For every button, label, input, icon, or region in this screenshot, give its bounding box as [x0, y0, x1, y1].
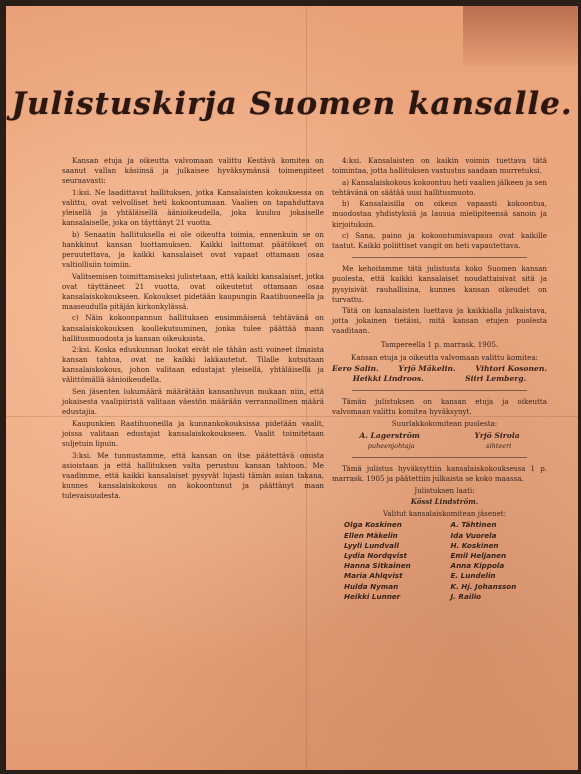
paragraph: b) Senaatin hallituksella ei ole oikeutta toimia, ennenkuin se on hankkinut kansan luottamuksen. Kaikki laittomat päätökset on peruutettava, ja kaikki kansalaiset ovat vapaat ottamaan osaa valtiollisiin toimiin. — [62, 229, 324, 269]
paragraph: Kansan etuja ja oikeutta valvomaan valittu Kestävä komitea on saanut vallan käsiinsä ja julkaisee hyväksymänsä toimenpiteet seuraavasti: — [62, 156, 324, 186]
paragraph: 1:ksi. Ne laadittavat hallituksen, jotka Kansalaisten kokouksessa on valittu, ovat velvolliset heti kokoontumaan. Vaalien on tapahduttava yleisellä ja yhtäläisellä äänioikeudella, joka kuuluu jokaiselle kansalaiselle, joka on täyttänyt 21 vuotta. — [62, 187, 324, 228]
member-name: Lydia Nordqvist — [344, 550, 407, 560]
committee-name: Heikki Lindroos. — [352, 374, 424, 384]
member-name: Maria Ahlqvist — [344, 571, 403, 581]
member-name: Heikki Lunner — [344, 591, 401, 601]
member-name: Olga Koskinen — [344, 520, 402, 530]
left-column — [62, 156, 324, 503]
committee-name: Eero Salin. — [332, 364, 379, 374]
committee-names-row — [332, 364, 547, 374]
signature: A. Lagerström — [359, 430, 420, 440]
paragraph: Tämä julistus hyväksyttiin kansalaiskokouksessa 1 p. marrask. 1905 ja päätettiin julkaista se koko maassa. — [332, 463, 547, 483]
committee-names-row — [332, 374, 547, 384]
signatures-row — [332, 431, 547, 441]
members-list — [332, 520, 547, 602]
elected-label: Valitut kansalaiskomitean jäsenet: — [382, 508, 507, 518]
signature-roles-row — [332, 441, 547, 451]
proclamation-title: Julistuskirja Suomen kansalle. — [11, 86, 573, 122]
corner-stain — [463, 6, 578, 66]
paragraph: Tämän julistuksen on kansan etuja ja oikeutta valvomaan valittu komitea hyväksynyt. — [332, 397, 547, 417]
member-name: Hulda Nyman — [344, 581, 399, 591]
secretary-label: Julistuksen laati: — [414, 485, 475, 495]
date-line: Tampereella 1 p. marrask. 1905. — [380, 339, 499, 349]
member-name: Lyyli Lundvall — [344, 540, 399, 550]
paragraph: 2:ksi. Koska eduskunnan luokat eivät ole tähän asti voineet ilmaista kansan tahtoa, ovat ne kaikki lakkautetut. Tilalle kutsutaan kansalaiskokous, johon valitaan edustajat yleisellä, yhtäläisellä ja välittömällä äänioikeudella. — [62, 345, 324, 385]
paragraph: Tätä on kansalaisten luettava ja kaikkialla julkaistava, jotta jokainen tietäisi, mitä kansan etujen puolesta vaaditaan. — [332, 306, 547, 336]
signatures-label: Suurlakkokomitean puolesta: — [391, 419, 498, 429]
member-name: K. Hj. Johansson — [450, 581, 517, 591]
member-name: Emil Heljanen — [450, 550, 507, 560]
signature-role: puheenjohtaja — [367, 441, 415, 450]
paragraph: c) Sana, paino ja kokoontumisvapaus ovat kaikille taatut. Kaikki poliittiset vangit on heti vapautettava. — [332, 231, 547, 251]
signature-role: sihteeri — [486, 441, 512, 450]
paragraph: Me kehoitamme tätä julistusta koko Suomen kansan puolesta, että kaikki kansalaiset noudattaisivat sitä ja pysyisivät rauhallisina, kunnes kansan oikeudet on turvattu. — [332, 264, 547, 304]
paragraph: Valitsemisen toimittamiseksi julistetaan, että kaikki kansalaiset, jotka ovat täyttäneet 21 vuotta, ovat oikeutetut ottamaan osaa kansalaiskokoukseen. Kokoukset pidetään kaupungin Raatihuoneella ja maaseudulla pitäjän kirkonkylässä. — [62, 271, 324, 311]
paragraph: 3:ksi. Me tunnustamme, että kansan on itse päätettävä omista asioistaan ja että hallituksen valta perustuu kansan tahtoon. Me vaadimme, että kaikki kansalaiset pysyvät lujasti tämän asian takana, kunnes kansalaiskokous on kokoontunut ja päättänyt maan tulevaisuudesta. — [62, 450, 324, 500]
member-name: Ida Vuorela — [450, 530, 497, 540]
paragraph: Kaupunkien Raatihuoneilla ja kunnankokouksissa pidetään vaalit, joissa valitaan edustajat kansalaiskokoukseen. Vaalit toimitetaan suljetuin lipuin. — [62, 418, 324, 449]
divider — [352, 457, 527, 458]
member-name: A. Tähtinen — [450, 520, 497, 530]
divider — [352, 390, 527, 391]
poster-sheet — [6, 6, 578, 770]
committee-name: Siiri Lemberg. — [465, 374, 527, 384]
right-column — [332, 156, 547, 602]
member-name: J. Railio — [450, 591, 482, 601]
member-name: E. Lundelin — [450, 571, 496, 581]
member-name: Ellen Mäkelin — [344, 530, 398, 540]
secretary-name: Kössi Lindström. — [410, 497, 479, 507]
signature: Yrjö Sirola — [474, 430, 520, 440]
member-name: Hanna Sitkainen — [344, 561, 411, 571]
paragraph: a) Kansalaiskokous kokoontuu heti vaalien jälkeen ja sen tehtävänä on säätää uusi hallitusmuoto. — [332, 177, 547, 197]
paragraph: b) Kansalaisilla on oikeus vapaasti kokoontua, muodostaa yhdistyksiä ja lausua mielipiteensä sanoin ja kirjoituksin. — [332, 199, 547, 229]
divider — [352, 257, 527, 258]
member-name: Anna Kippola — [450, 561, 505, 571]
committee-label: Kansan etuja ja oikeutta valvomaan valittu komitea: — [351, 352, 538, 362]
paragraph: c) Näin kokoonpannun hallituksen ensimmäisenä tehtävänä on kansalaiskokouksen koollekutsuminen, jonka tulee päättää maan hallitusmuodosta ja kansan oikeuksista. — [62, 313, 324, 343]
paragraph: Sen jäsenten lukumäärä määrätään kansanluvun mukaan niin, että jokaisesta vaalipiiristä valitaan väestön määrään verrannollinen määrä edustajia. — [62, 387, 324, 417]
member-name: H. Koskinen — [450, 540, 499, 550]
committee-name: Yrjö Mäkelin. — [398, 364, 456, 374]
committee-name: Vihtori Kosonen. — [475, 364, 547, 374]
paragraph: 4:ksi. Kansalaisten on kaikin voimin tuettava tätä toimintaa, jotta hallituksen vastustus saadaan murretuksi. — [332, 156, 547, 176]
